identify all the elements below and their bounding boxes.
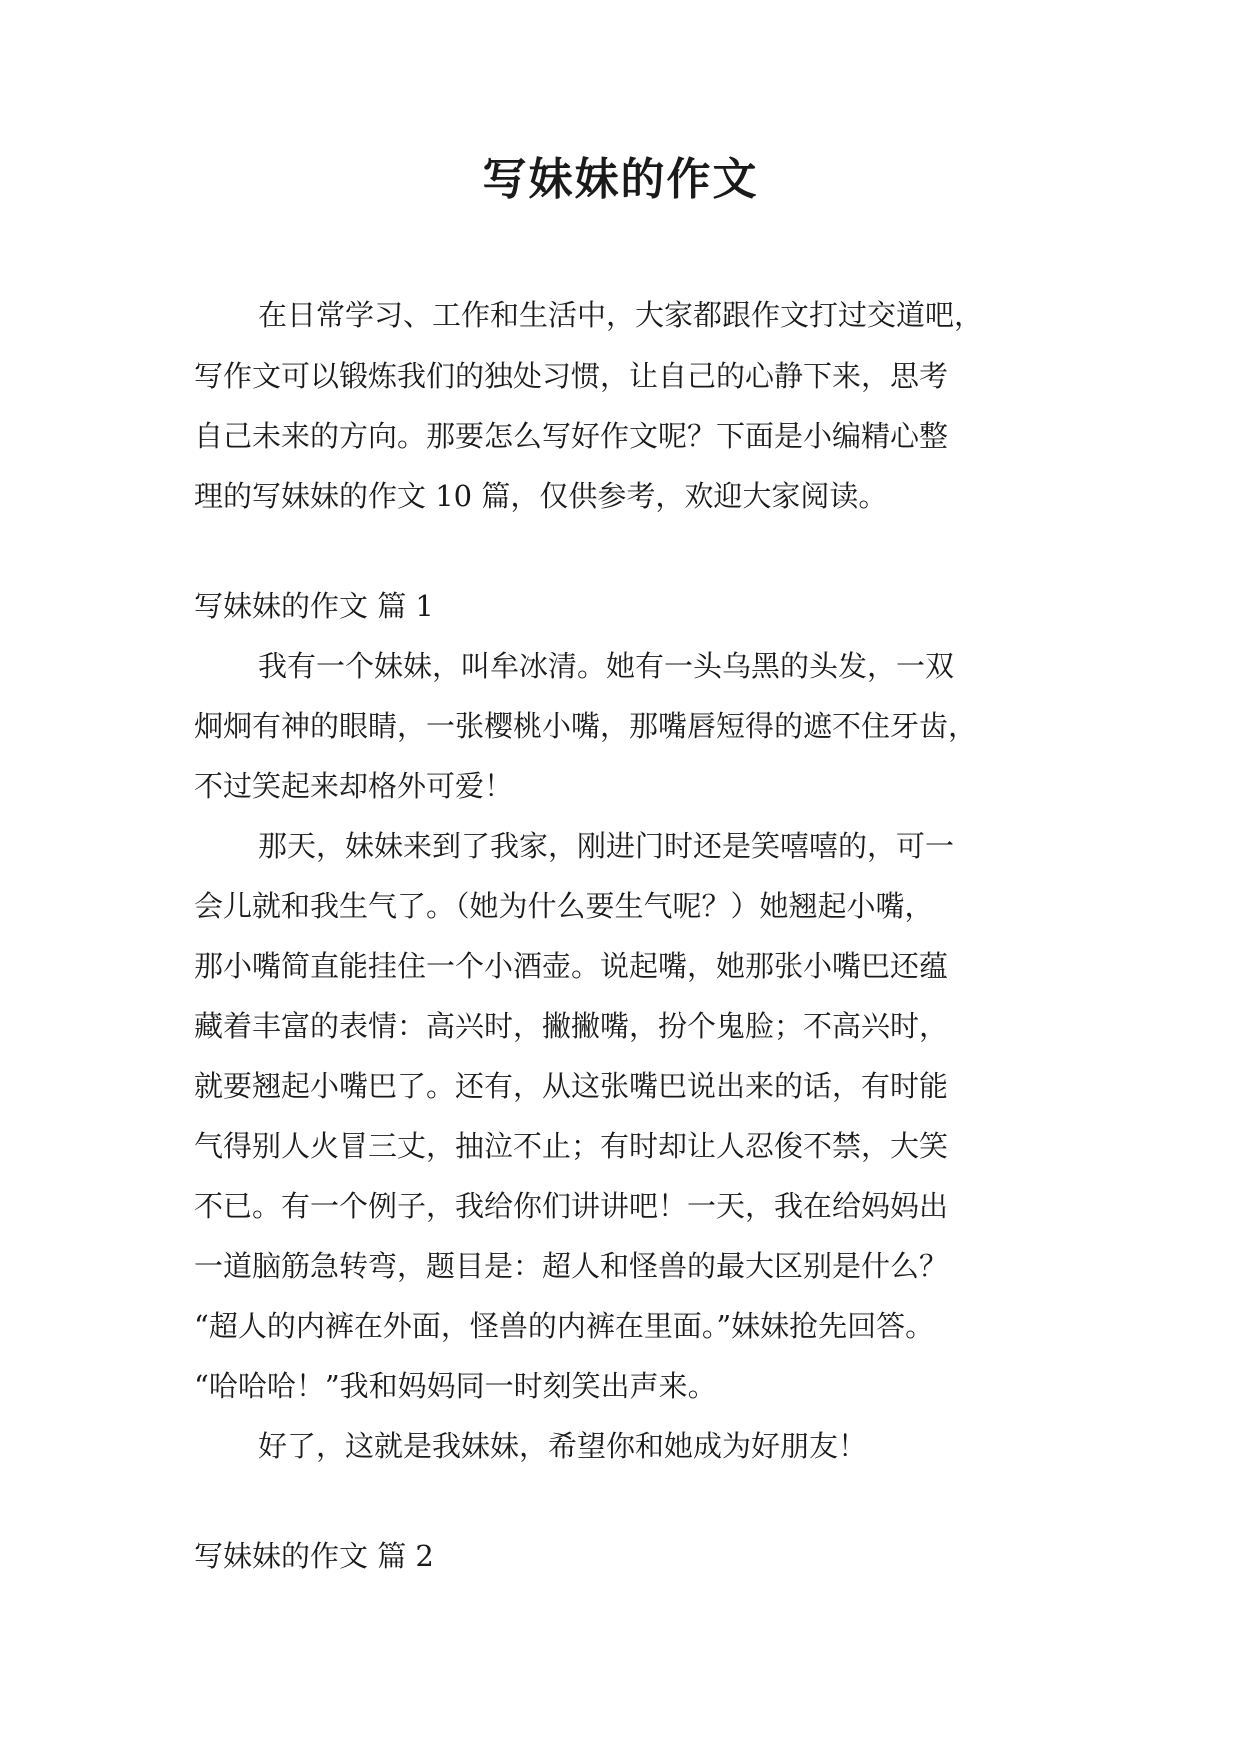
intro-line: 理的写妹妹的作文 10 篇，仅供参考，欢迎大家阅读。 — [194, 479, 888, 513]
paragraph-line: “超人的内裤在外面，怪兽的内裤在里面。”妹妹抢先回答。 — [194, 1309, 935, 1343]
section-heading-1: 写妹妹的作文 篇 1 — [194, 589, 434, 623]
paragraph-line: 气得别人火冒三丈，抽泣不止；有时却让人忍俊不禁，大笑 — [194, 1129, 949, 1163]
paragraph-line: 好了，这就是我妹妹，希望你和她成为好朋友！ — [258, 1429, 868, 1463]
paragraph-line: 不过笑起来却格外可爱！ — [194, 769, 514, 803]
section-heading-2: 写妹妹的作文 篇 2 — [194, 1539, 434, 1573]
paragraph-line: 炯炯有神的眼睛，一张樱桃小嘴，那嘴唇短得的遮不住牙齿， — [194, 709, 978, 743]
paragraph-line: 那小嘴简直能挂住一个小酒壶。说起嘴，她那张小嘴巴还蕴 — [194, 949, 949, 983]
document-title: 写妹妹的作文 — [482, 154, 759, 205]
paragraph-line: 那天，妹妹来到了我家，刚进门时还是笑嘻嘻的，可一 — [258, 829, 955, 863]
paragraph-line: 会儿就和我生气了。（她为什么要生气呢？）她翘起小嘴， — [194, 889, 934, 923]
paragraph-line: 一道脑筋急转弯，题目是：超人和怪兽的最大区别是什么？ — [194, 1249, 949, 1283]
intro-line: 自己未来的方向。那要怎么写好作文呢？下面是小编精心整 — [194, 419, 949, 453]
paragraph-line: 藏着丰富的表情：高兴时，撇撇嘴，扮个鬼脸；不高兴时， — [194, 1009, 949, 1043]
intro-line: 在日常学习、工作和生活中，大家都跟作文打过交道吧， — [258, 298, 984, 332]
paragraph-line: “哈哈哈！”我和妈妈同一时刻笑出声来。 — [194, 1369, 717, 1403]
intro-line: 写作文可以锻炼我们的独处习惯，让自己的心静下来，思考 — [194, 359, 949, 393]
paragraph-line: 我有一个妹妹，叫牟冰清。她有一头乌黑的头发，一双 — [258, 649, 955, 683]
paragraph-line: 不已。有一个例子，我给你们讲讲吧！一天，我在给妈妈出 — [194, 1189, 949, 1223]
paragraph-line: 就要翘起小嘴巴了。还有，从这张嘴巴说出来的话，有时能 — [194, 1069, 949, 1103]
